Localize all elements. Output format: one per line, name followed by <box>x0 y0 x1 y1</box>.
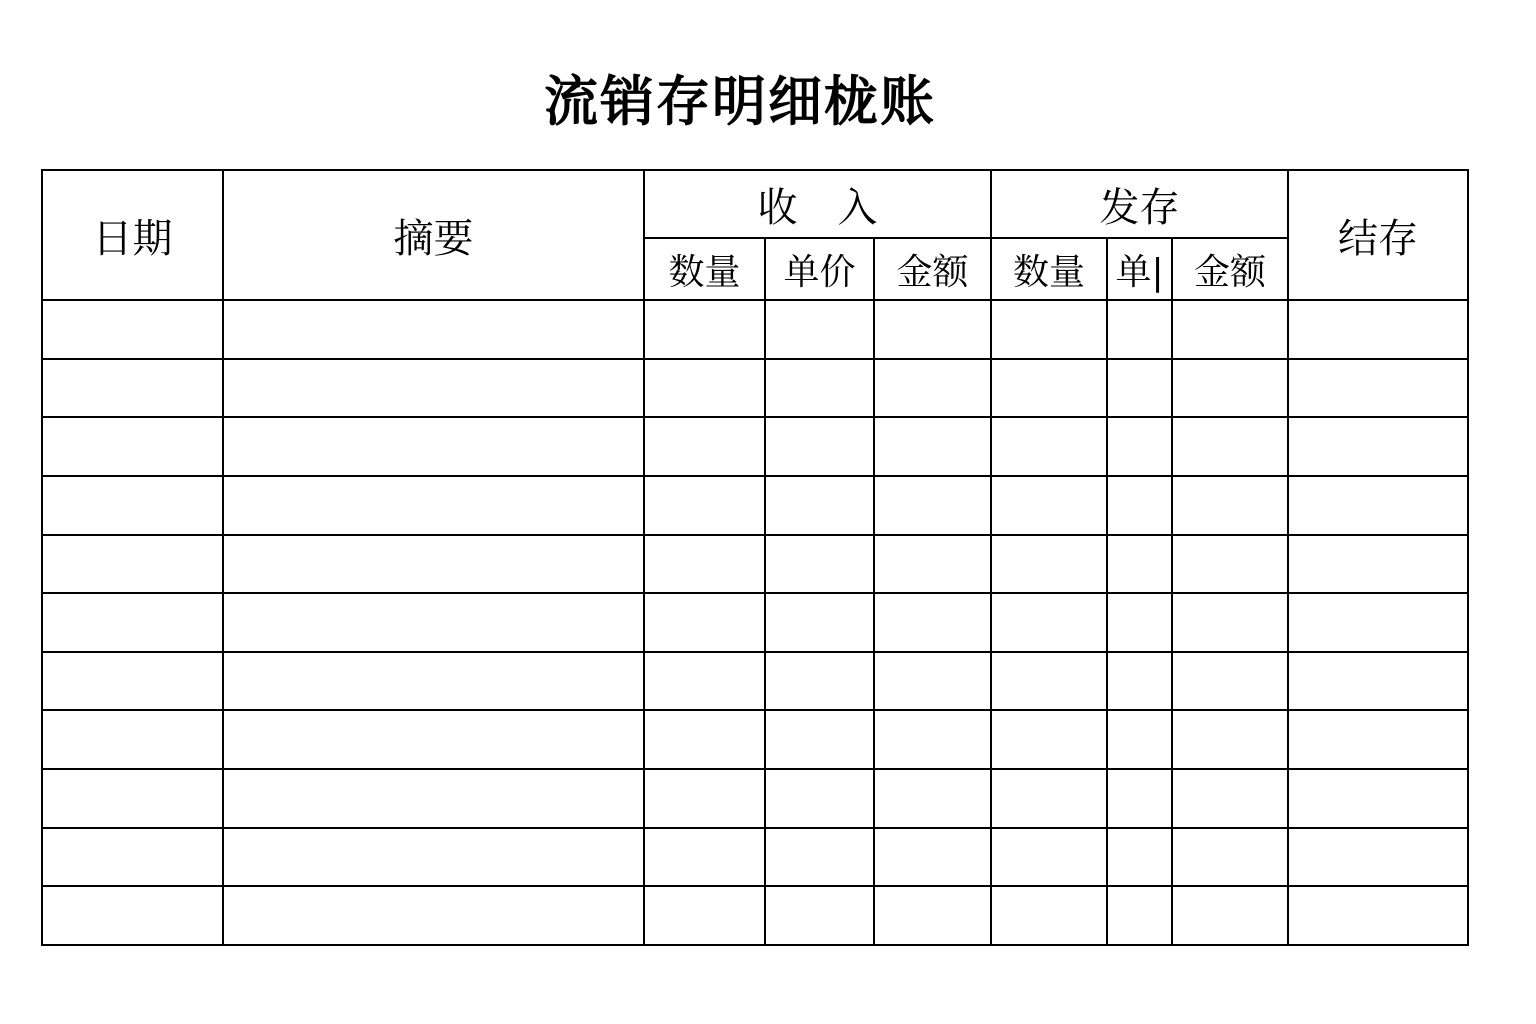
table-row <box>42 769 1468 828</box>
cell-income-price[interactable] <box>765 593 874 652</box>
table-row <box>42 652 1468 711</box>
cell-issue-price[interactable] <box>1107 593 1172 652</box>
table-row <box>42 710 1468 769</box>
cell-issue-qty[interactable] <box>991 828 1107 887</box>
cell-income-price[interactable] <box>765 300 874 359</box>
cell-summary[interactable] <box>223 593 644 652</box>
page-title: 流销存明细栊账 <box>544 70 936 133</box>
cell-income-amount[interactable] <box>874 359 991 418</box>
cell-income-qty[interactable] <box>644 769 765 828</box>
cell-issue-qty[interactable] <box>991 710 1107 769</box>
cell-date[interactable] <box>42 417 223 476</box>
cell-issue-amount[interactable] <box>1172 417 1288 476</box>
cell-issue-amount[interactable] <box>1172 476 1288 535</box>
cell-income-qty[interactable] <box>644 593 765 652</box>
cell-issue-amount[interactable] <box>1172 593 1288 652</box>
cell-issue-qty[interactable] <box>991 300 1107 359</box>
cell-income-price[interactable] <box>765 710 874 769</box>
table-row <box>42 886 1468 945</box>
cell-issue-price[interactable] <box>1107 769 1172 828</box>
cell-income-amount[interactable] <box>874 476 991 535</box>
cell-issue-amount[interactable] <box>1172 828 1288 887</box>
cell-income-price[interactable] <box>765 359 874 418</box>
cell-income-qty[interactable] <box>644 886 765 945</box>
cell-issue-amount[interactable] <box>1172 652 1288 711</box>
header-issue-price: 单| <box>1107 238 1172 300</box>
cell-issue-price[interactable] <box>1107 535 1172 594</box>
cell-issue-qty[interactable] <box>991 476 1107 535</box>
header-issue-amount: 金额 <box>1172 238 1288 300</box>
cell-date[interactable] <box>42 593 223 652</box>
cell-income-qty[interactable] <box>644 710 765 769</box>
header-issue-qty: 数量 <box>991 238 1107 300</box>
cell-income-amount[interactable] <box>874 652 991 711</box>
cell-summary[interactable] <box>223 886 644 945</box>
header-balance: 结存 <box>1288 170 1468 300</box>
table-row <box>42 828 1468 887</box>
cell-issue-qty[interactable] <box>991 769 1107 828</box>
cell-issue-amount[interactable] <box>1172 710 1288 769</box>
cell-balance[interactable] <box>1288 710 1468 769</box>
cell-income-price[interactable] <box>765 476 874 535</box>
cell-issue-price[interactable] <box>1107 710 1172 769</box>
cell-income-amount[interactable] <box>874 769 991 828</box>
cell-issue-amount[interactable] <box>1172 886 1288 945</box>
cell-income-amount[interactable] <box>874 300 991 359</box>
header-date: 日期 <box>42 170 223 300</box>
cell-income-amount[interactable] <box>874 886 991 945</box>
cell-issue-price[interactable] <box>1107 828 1172 887</box>
cell-balance[interactable] <box>1288 476 1468 535</box>
header-income-price: 单价 <box>765 238 874 300</box>
cell-date[interactable] <box>42 476 223 535</box>
cell-issue-qty[interactable] <box>991 359 1107 418</box>
cell-issue-price[interactable] <box>1107 417 1172 476</box>
cell-balance[interactable] <box>1288 359 1468 418</box>
cell-date[interactable] <box>42 886 223 945</box>
cell-income-amount[interactable] <box>874 417 991 476</box>
cell-date[interactable] <box>42 769 223 828</box>
cell-balance[interactable] <box>1288 652 1468 711</box>
cell-income-qty[interactable] <box>644 476 765 535</box>
cell-issue-price[interactable] <box>1107 652 1172 711</box>
cell-issue-qty[interactable] <box>991 886 1107 945</box>
cell-income-price[interactable] <box>765 769 874 828</box>
cell-balance[interactable] <box>1288 300 1468 359</box>
cell-summary[interactable] <box>223 769 644 828</box>
cell-date[interactable] <box>42 359 223 418</box>
cell-issue-price[interactable] <box>1107 886 1172 945</box>
table-row <box>42 300 1468 359</box>
cell-summary[interactable] <box>223 535 644 594</box>
cell-summary[interactable] <box>223 710 644 769</box>
cell-income-qty[interactable] <box>644 828 765 887</box>
cell-balance[interactable] <box>1288 593 1468 652</box>
cell-balance[interactable] <box>1288 417 1468 476</box>
cell-summary[interactable] <box>223 476 644 535</box>
cell-summary[interactable] <box>223 300 644 359</box>
cell-income-price[interactable] <box>765 886 874 945</box>
cell-income-amount[interactable] <box>874 828 991 887</box>
cell-issue-price[interactable] <box>1107 359 1172 418</box>
cell-income-amount[interactable] <box>874 710 991 769</box>
cell-balance[interactable] <box>1288 828 1468 887</box>
cell-balance[interactable] <box>1288 769 1468 828</box>
header-summary: 摘要 <box>223 170 644 300</box>
cell-summary[interactable] <box>223 652 644 711</box>
cell-summary[interactable] <box>223 417 644 476</box>
cell-date[interactable] <box>42 300 223 359</box>
cell-income-price[interactable] <box>765 417 874 476</box>
cell-issue-amount[interactable] <box>1172 300 1288 359</box>
table-row <box>42 593 1468 652</box>
cell-summary[interactable] <box>223 359 644 418</box>
table-row <box>42 359 1468 418</box>
cell-income-amount[interactable] <box>874 535 991 594</box>
ledger-body <box>42 300 1468 945</box>
cell-income-qty[interactable] <box>644 300 765 359</box>
cell-issue-amount[interactable] <box>1172 359 1288 418</box>
cell-issue-qty[interactable] <box>991 417 1107 476</box>
cell-issue-amount[interactable] <box>1172 535 1288 594</box>
cell-date[interactable] <box>42 652 223 711</box>
cell-date[interactable] <box>42 828 223 887</box>
cell-income-price[interactable] <box>765 535 874 594</box>
cell-issue-price[interactable] <box>1107 476 1172 535</box>
table-row <box>42 476 1468 535</box>
cell-income-qty[interactable] <box>644 535 765 594</box>
cell-issue-qty[interactable] <box>991 652 1107 711</box>
cell-date[interactable] <box>42 535 223 594</box>
cell-income-price[interactable] <box>765 652 874 711</box>
header-issue-group: 发存 <box>991 170 1288 238</box>
cell-income-qty[interactable] <box>644 652 765 711</box>
table-row <box>42 535 1468 594</box>
cell-issue-qty[interactable] <box>991 535 1107 594</box>
ledger-table <box>41 169 1469 946</box>
cell-income-price[interactable] <box>765 828 874 887</box>
header-income-qty: 数量 <box>644 238 765 300</box>
cell-issue-price[interactable] <box>1107 300 1172 359</box>
cell-issue-qty[interactable] <box>991 593 1107 652</box>
cell-balance[interactable] <box>1288 886 1468 945</box>
cell-date[interactable] <box>42 710 223 769</box>
cell-summary[interactable] <box>223 828 644 887</box>
header-income-amount: 金额 <box>874 238 991 300</box>
cell-income-qty[interactable] <box>644 417 765 476</box>
cell-income-qty[interactable] <box>644 359 765 418</box>
cell-income-amount[interactable] <box>874 593 991 652</box>
table-row <box>42 417 1468 476</box>
cell-balance[interactable] <box>1288 535 1468 594</box>
cell-issue-amount[interactable] <box>1172 769 1288 828</box>
header-income-group: 收 入 <box>644 170 991 238</box>
